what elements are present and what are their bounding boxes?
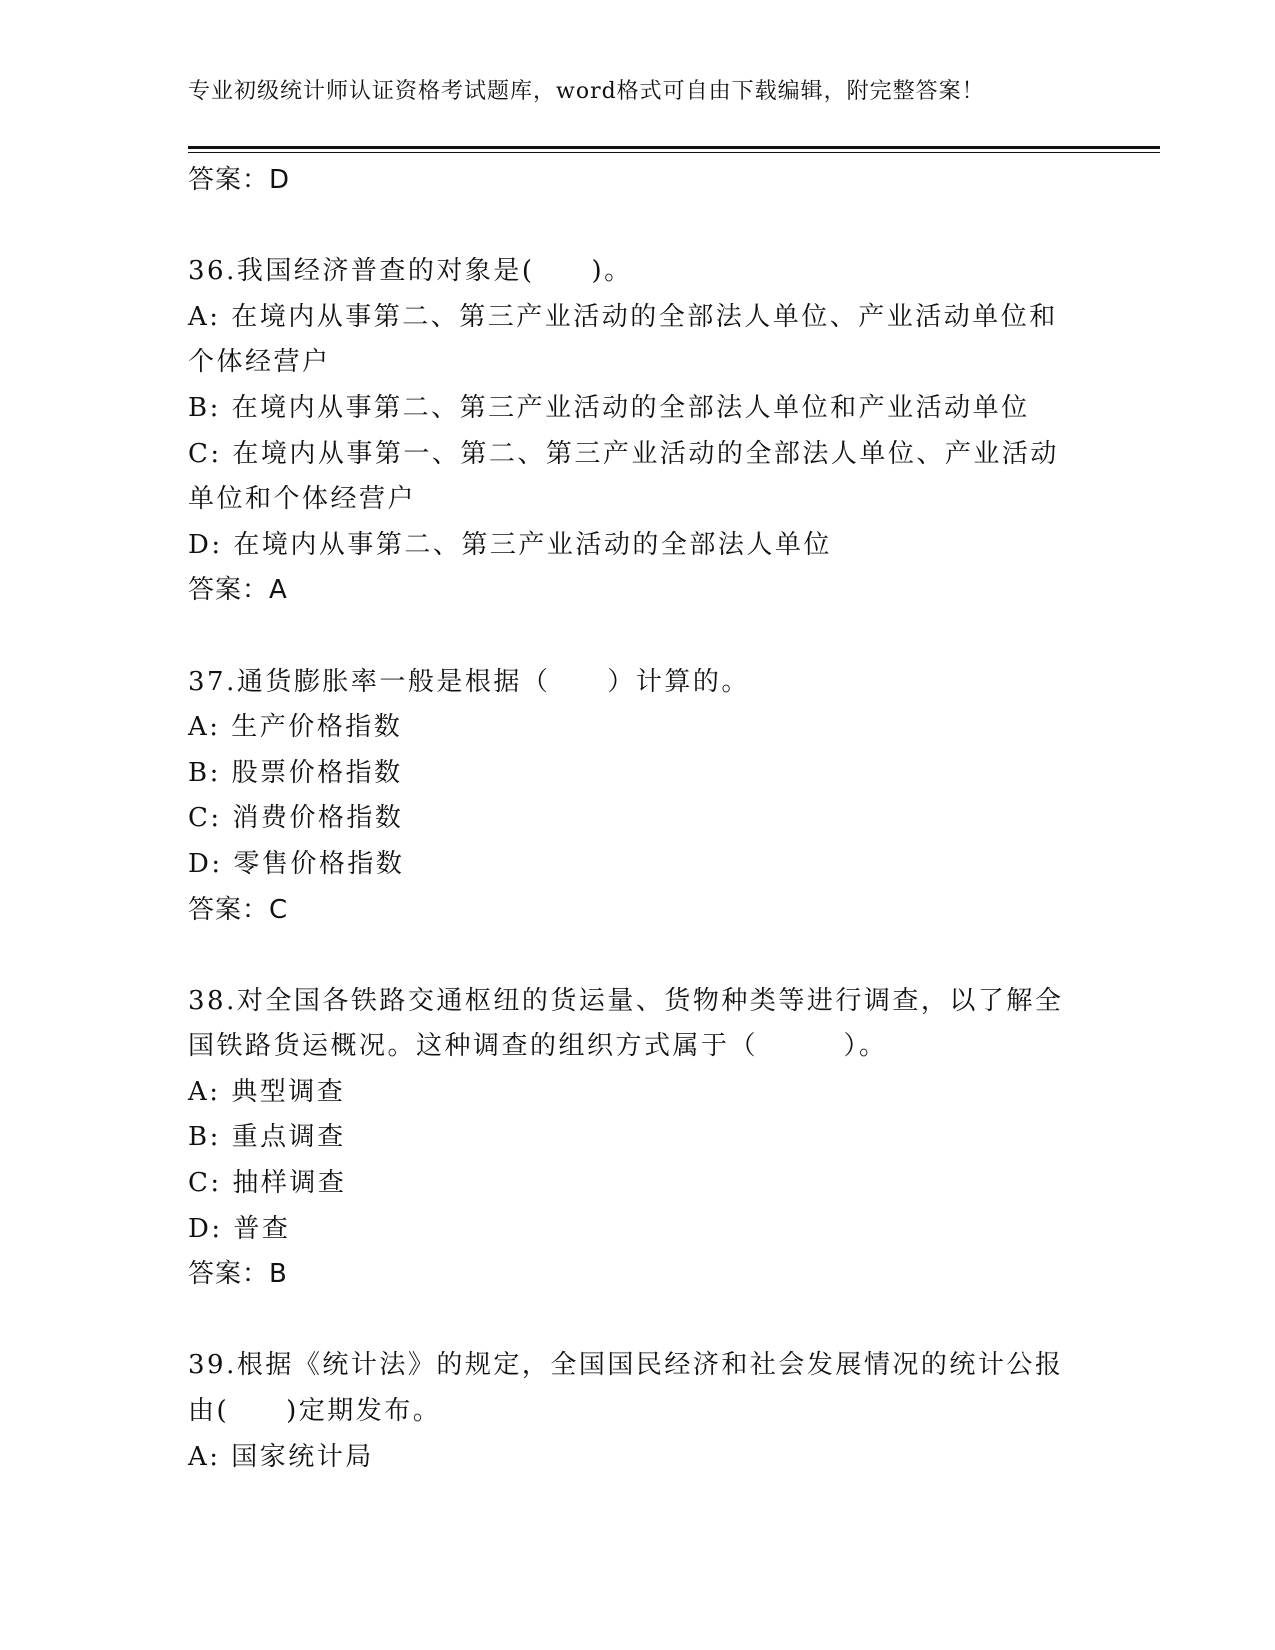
spacer [188, 204, 1078, 250]
question-block [188, 1343, 1078, 1480]
spacer [188, 614, 1078, 660]
option-a: A: 典型调查 [188, 1076, 346, 1107]
spacer [188, 1298, 1078, 1344]
question-stem: 39.根据《统计法》的规定，全国国民经济和社会发展情况的统计公报 [188, 1350, 1064, 1381]
option-d: D: 在境内从事第二、第三产业活动的全部法人单位 [188, 529, 832, 560]
question-stem: 38.对全国各铁路交通枢纽的货运量、货物种类等进行调查，以了解全 [188, 985, 1064, 1016]
question-block [188, 979, 1078, 1298]
option-b: B: 重点调查 [188, 1122, 346, 1153]
option-c-continued: 单位和个体经营户 [188, 484, 417, 515]
answer-line: 答案：D [188, 165, 291, 195]
option-a: A: 生产价格指数 [188, 712, 403, 743]
question-content [188, 158, 1078, 1480]
page-header: 专业初级统计师认证资格考试题库，word格式可自由下载编辑，附完整答案！ [188, 79, 985, 104]
option-b: B: 在境内从事第二、第三产业活动的全部法人单位和产业活动单位 [188, 392, 1030, 423]
header-rule-thick [188, 146, 1160, 149]
option-c: C: 抽样调查 [188, 1168, 347, 1199]
question-stem-continued: 国铁路货运概况。这种调查的组织方式属于（ ）。 [188, 1031, 888, 1062]
question-block [188, 660, 1078, 934]
question-stem: 36.我国经济普查的对象是( )。 [188, 256, 633, 287]
question-stem-continued: 由( )定期发布。 [188, 1396, 442, 1427]
answer-line: 答案：C [188, 894, 289, 925]
option-a: A: 在境内从事第二、第三产业活动的全部法人单位、产业活动单位和 [188, 301, 1058, 332]
option-d: D: 零售价格指数 [188, 848, 405, 879]
question-stem: 37.通货膨胀率一般是根据（ ）计算的。 [188, 666, 750, 697]
option-c: C: 消费价格指数 [188, 803, 404, 834]
spacer [188, 933, 1078, 979]
option-a-continued: 个体经营户 [188, 347, 331, 378]
option-a: A: 国家统计局 [188, 1441, 374, 1472]
option-c: C: 在境内从事第一、第二、第三产业活动的全部法人单位、产业活动 [188, 438, 1059, 469]
option-d: D: 普查 [188, 1213, 291, 1244]
question-block [188, 249, 1078, 614]
answer-line: 答案：A [188, 575, 288, 606]
header-rule-thin [188, 152, 1160, 153]
option-b: B: 股票价格指数 [188, 757, 403, 788]
answer-line: 答案：B [188, 1259, 288, 1290]
